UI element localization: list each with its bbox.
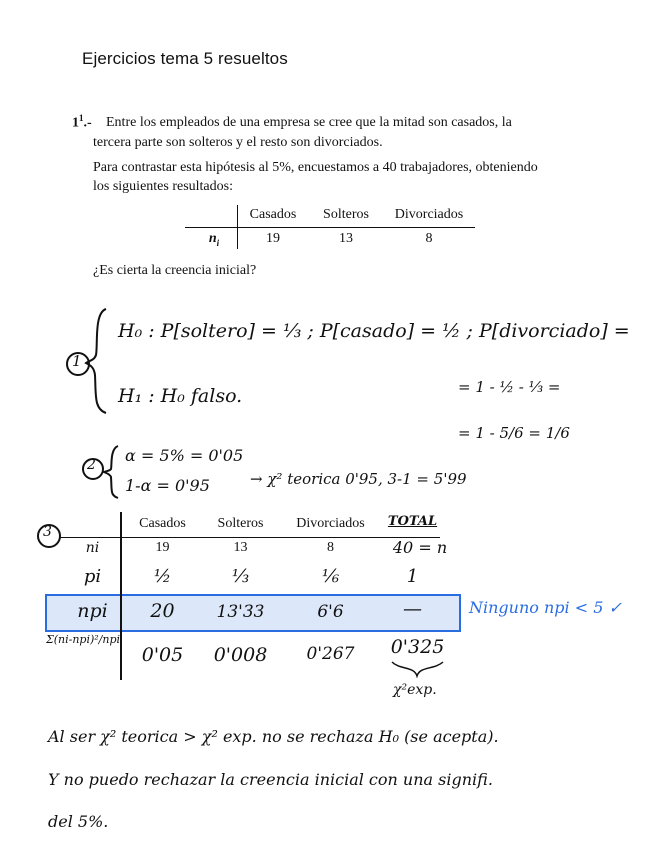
exercise-question: ¿Es cierta la creencia inicial? (93, 263, 257, 278)
conclusion-line-3: del 5%. (48, 812, 109, 831)
step2-one-minus-alpha: 1-α = 0'95 (125, 476, 210, 495)
cell: 40 = n (392, 538, 448, 557)
cell: 0'008 (213, 644, 268, 666)
col-header-casados: Casados (249, 207, 297, 222)
cell: 6'6 (317, 602, 344, 622)
exercise-line-2: tercera parte son solteros y el resto son divorciados. (93, 135, 383, 150)
chi-exp-label: χ²exp. (393, 682, 437, 698)
data-table (185, 203, 475, 249)
col-header-solteros: Solteros (217, 516, 264, 531)
step2-brace (102, 443, 122, 501)
conclusion-line-1: Al ser χ² teorica > χ² exp. no se rechaza H₀ (se acepta). (48, 727, 499, 746)
step2-chi-teorica: → χ² teorica 0'95, 3-1 = 5'99 (250, 470, 467, 488)
cell: ½ (153, 566, 172, 587)
exercise-line-4: los siguientes resultados: (93, 179, 233, 194)
cell: 13 (233, 540, 248, 555)
col-header-divorciados: Divorciados (296, 516, 365, 531)
page-title: Ejercicios tema 5 resueltos (82, 49, 288, 68)
cell: 0'05 (141, 644, 184, 666)
row-label-pi: pi (83, 566, 102, 587)
cell: 20 (150, 600, 175, 622)
step3-table (45, 510, 465, 690)
value-casados: 19 (266, 231, 280, 246)
row-label-ni: ni (85, 540, 100, 556)
exercise-number: $1^1.-$ (72, 113, 92, 131)
step1-marker-text: 1 (72, 352, 82, 370)
cell: 0'325 (390, 636, 445, 658)
exercise-line-1: Entre los empleados de una empresa se cree que la mitad son casados, la (106, 115, 512, 130)
cell: ⅙ (321, 566, 340, 587)
cell: 19 (155, 540, 170, 555)
col-header-total: TOTAL (387, 514, 438, 529)
conclusion-line-2: Y no puedo rechazar la creencia inicial con una signifi. (48, 770, 493, 789)
cell: ⅓ (231, 566, 250, 587)
value-solteros: 13 (339, 231, 353, 246)
total-brace (390, 660, 445, 678)
step1-h1: H₁ : H₀ falso. (118, 385, 243, 407)
step2-alpha: α = 5% = 0'05 (125, 446, 244, 465)
col-header-divorciados: Divorciados (394, 207, 464, 222)
col-header-casados: Casados (139, 516, 186, 531)
cell: 0'267 (306, 644, 355, 664)
row-label-ni: $n_i$ (208, 231, 220, 248)
cell: 1 (406, 566, 419, 587)
col-header-solteros: Solteros (323, 207, 369, 222)
step1-calc2: = 1 - 5/6 = 1/6 (458, 424, 570, 442)
cell: — (403, 598, 422, 620)
row-label-npi: npi (77, 600, 108, 622)
row-label-chi-term: Σ(ni-npi)²/npi (45, 633, 121, 646)
table-hline (185, 227, 475, 228)
step1-h0: H₀ : P[soltero] = ⅓ ; P[casado] = ½ ; P[divorciado] = (118, 320, 630, 342)
exercise-line-3: Para contrastar esta hipótesis al 5%, encuestamos a 40 trabajadores, obteniendo (93, 160, 538, 175)
note-npi: Ninguno npi < 5 ✓ (469, 598, 622, 617)
cell: 13'33 (216, 602, 265, 622)
step2-marker-text: 2 (87, 457, 96, 473)
value-divorciados: 8 (425, 231, 433, 246)
step3-marker-text: 3 (43, 524, 52, 540)
step1-calc1: = 1 - ½ - ⅓ = (458, 378, 561, 396)
cell: 8 (327, 540, 334, 555)
